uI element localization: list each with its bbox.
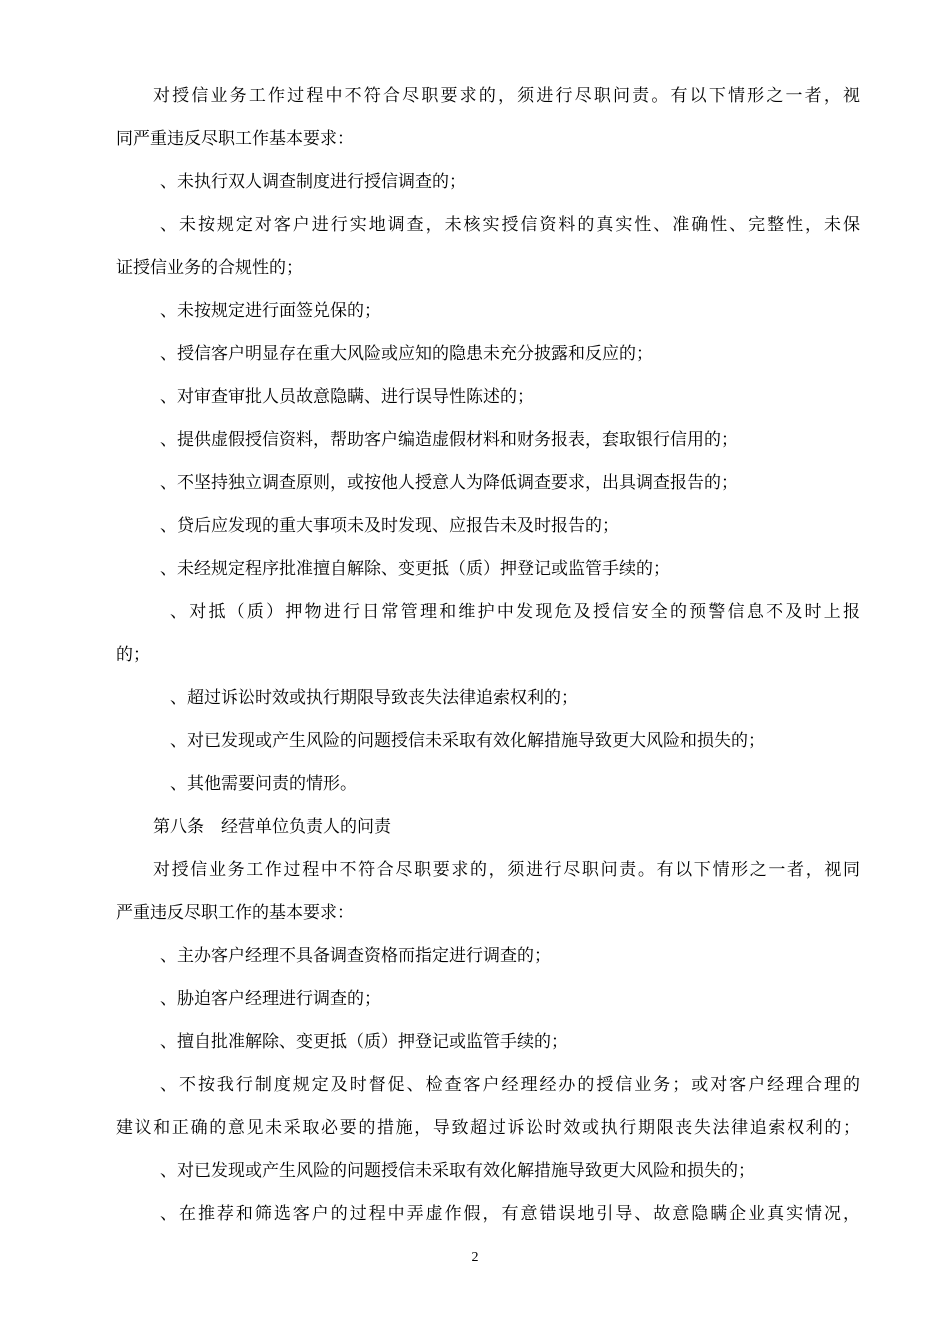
list-item: 、提供虚假授信资料，帮助客户编造虚假材料和财务报表，套取银行信用的；	[160, 430, 738, 450]
paragraph-line: 的；	[116, 645, 150, 665]
paragraph-line: 证授信业务的合规性的；	[116, 258, 303, 278]
paragraph-line: 对授信业务工作过程中不符合尽职要求的，须进行尽职问责。有以下情形之一者，视同	[153, 860, 860, 880]
list-item: 、未按规定对客户进行实地调查，未核实授信资料的真实性、准确性、完整性，未保	[160, 215, 860, 235]
list-item: 、对已发现或产生风险的问题授信未采取有效化解措施导致更大风险和损失的；	[170, 731, 765, 751]
paragraph-line: 建议和正确的意见未采取必要的措施，导致超过诉讼时效或执行期限丧失法律追索权利的；	[116, 1118, 860, 1138]
list-item: 、对审查审批人员故意隐瞒、进行误导性陈述的；	[160, 387, 534, 407]
list-item: 、对已发现或产生风险的问题授信未采取有效化解措施导致更大风险和损失的；	[160, 1161, 755, 1181]
section-heading: 第八条 经营单位负责人的问责	[153, 817, 391, 837]
list-item: 、未经规定程序批准擅自解除、变更抵（质）押登记或监管手续的；	[160, 559, 670, 579]
paragraph-line: 同严重违反尽职工作基本要求：	[116, 129, 354, 149]
list-item: 、对抵（质）押物进行日常管理和维护中发现危及授信安全的预警信息不及时上报	[170, 602, 860, 622]
list-item: 、在推荐和筛选客户的过程中弄虚作假，有意错误地引导、故意隐瞒企业真实情况，	[160, 1204, 860, 1224]
list-item: 、未按规定进行面签兑保的；	[160, 301, 381, 321]
list-item: 、主办客户经理不具备调查资格而指定进行调查的；	[160, 946, 551, 966]
paragraph-line: 严重违反尽职工作的基本要求：	[116, 903, 354, 923]
list-item: 、不坚持独立调查原则，或按他人授意人为降低调查要求，出具调查报告的；	[160, 473, 738, 493]
list-item: 、其他需要问责的情形。	[170, 774, 357, 794]
list-item: 、胁迫客户经理进行调查的；	[160, 989, 381, 1009]
list-item: 、擅自批准解除、变更抵（质）押登记或监管手续的；	[160, 1032, 568, 1052]
paragraph-line: 对授信业务工作过程中不符合尽职要求的，须进行尽职问责。有以下情形之一者，视	[153, 86, 860, 106]
page-number: 2	[471, 1250, 479, 1265]
list-item: 、贷后应发现的重大事项未及时发现、应报告未及时报告的；	[160, 516, 619, 536]
list-item: 、超过诉讼时效或执行期限导致丧失法律追索权利的；	[170, 688, 578, 708]
list-item: 、授信客户明显存在重大风险或应知的隐患未充分披露和反应的；	[160, 344, 653, 364]
list-item: 、不按我行制度规定及时督促、检查客户经理经办的授信业务；或对客户经理合理的	[160, 1075, 860, 1095]
list-item: 、未执行双人调查制度进行授信调查的；	[160, 172, 466, 192]
